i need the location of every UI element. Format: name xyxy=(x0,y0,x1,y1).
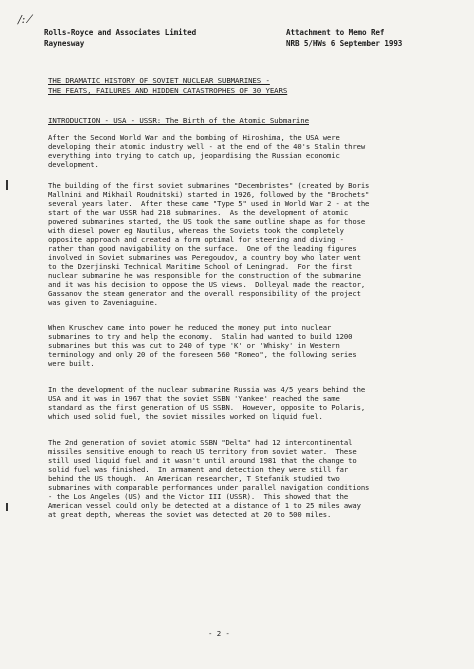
paragraph-line: development. xyxy=(48,160,99,169)
paragraph-line: opposite approach and created a form optimal for steering and diving - xyxy=(48,235,344,244)
paragraph-line: was given to Zaveniaguine. xyxy=(48,298,158,307)
paragraph-line: Mallnini and Mikhail Roudnitski) started in 1926, followed by the "Brochets" xyxy=(48,190,370,199)
document-title-line-2: THE FEATS, FAILURES AND HIDDEN CATASTROPHES OF 30 YEARS xyxy=(48,86,288,95)
scan-mark-bottom xyxy=(6,503,8,511)
paragraph-line: to the Dzerjinski Technical Maritime School of Leningrad. For the first xyxy=(48,262,353,271)
handwritten-scribble: /: ⁄ xyxy=(18,13,31,26)
paragraph-line: and it was his decision to oppose the US views. Dolleyal made the reactor, xyxy=(48,280,366,289)
paragraph-line: involved in Soviet submarines was Peregoudov, a country boy who later went xyxy=(48,253,361,262)
paragraph-line: submarines to try and help the economy. Stalin had wanted to build 1200 xyxy=(48,332,353,341)
paragraph-line: After the Second World War and the bombing of Hiroshima, the USA were xyxy=(48,133,340,142)
company-name: Rolls-Royce and Associates Limited xyxy=(44,28,197,37)
paragraph-line: USA and it was in 1967 that the soviet SSBN 'Yankee' reached the same xyxy=(48,394,340,403)
paragraph-line: The 2nd generation of soviet atomic SSBN "Delta" had 12 intercontinental xyxy=(48,438,353,447)
paragraph-line: missiles sensitive enough to reach US territory from soviet water. These xyxy=(48,447,357,456)
paragraph-line: rather than good navigability on the surface. One of the leading figures xyxy=(48,244,357,253)
paragraph-line: - the Los Angeles (US) and the Victor III (USSR). This showed that the xyxy=(48,492,349,501)
paragraph-line: The building of the first soviet submarines "Decembristes" (created by Boris xyxy=(48,181,370,190)
paragraph-line: still used liquid fuel and it wasn't until around 1981 that the change to xyxy=(48,456,357,465)
memo-attachment-label: Attachment to Memo Ref xyxy=(286,28,385,37)
paragraph-line: at great depth, whereas the soviet was detected at 20 to 500 miles. xyxy=(48,510,332,519)
section-heading: INTRODUCTION - USA - USSR: The Birth of the Atomic Submarine xyxy=(48,116,309,125)
paragraph-line: behind the US though. An American researcher, T Stefanik studied two xyxy=(48,474,340,483)
paragraph-line: nuclear submarine he was responsible for the construction of the submarine xyxy=(48,271,361,280)
paragraph-line: start of the war USSR had 218 submarines. As the development of atomic xyxy=(48,208,349,217)
paragraph-line: everything into trying to catch up, jeopardising the Russian economic xyxy=(48,151,340,160)
paragraph-line: terminology and only 20 of the foreseen 560 "Romeo", the following series xyxy=(48,350,357,359)
paragraph-line: Gassanov the steam generator and the overall responsibility of the project xyxy=(48,289,361,298)
paragraph-line: In the development of the nuclear submarine Russia was 4/5 years behind the xyxy=(48,385,366,394)
paragraph-line: developing their atomic industry well - at the end of the 40's Stalin threw xyxy=(48,142,366,151)
paragraph-line: were built. xyxy=(48,359,95,368)
scan-mark-top xyxy=(6,180,8,190)
paragraph-line: several years later. After these came "Type 5" used in World War 2 - at the xyxy=(48,199,370,208)
paragraph-line: which used solid fuel, the soviet missiles worked on liquid fuel. xyxy=(48,412,323,421)
memo-reference: NRB 5/HWs 6 September 1993 xyxy=(286,39,403,48)
page-number: - 2 - xyxy=(208,629,230,638)
paragraph-line: powered submarines started, the US took the same outline shape as for those xyxy=(48,217,366,226)
paragraph-line: solid fuel was finished. In armament and detection they were still far xyxy=(48,465,349,474)
paragraph-line: with diesel power eg Nautilus, whereas the Soviets took the completely xyxy=(48,226,344,235)
paragraph-line: submarines but this was cut to 240 of type 'K' or 'Whisky' in Western xyxy=(48,341,340,350)
paragraph-line: submarines with comparable performances under parallel navigation conditions xyxy=(48,483,370,492)
document-title-line-1: THE DRAMATIC HISTORY OF SOVIET NUCLEAR SUBMARINES - xyxy=(48,76,270,85)
paragraph-line: American vessel could only be detected at a distance of 1 to 25 miles away xyxy=(48,501,361,510)
paragraph-line: standard as the first generation of US SSBN. However, opposite to Polaris, xyxy=(48,403,366,412)
company-location: Raynesway xyxy=(44,39,85,48)
paragraph-line: When Kruschev came into power he reduced the money put into nuclear xyxy=(48,323,332,332)
